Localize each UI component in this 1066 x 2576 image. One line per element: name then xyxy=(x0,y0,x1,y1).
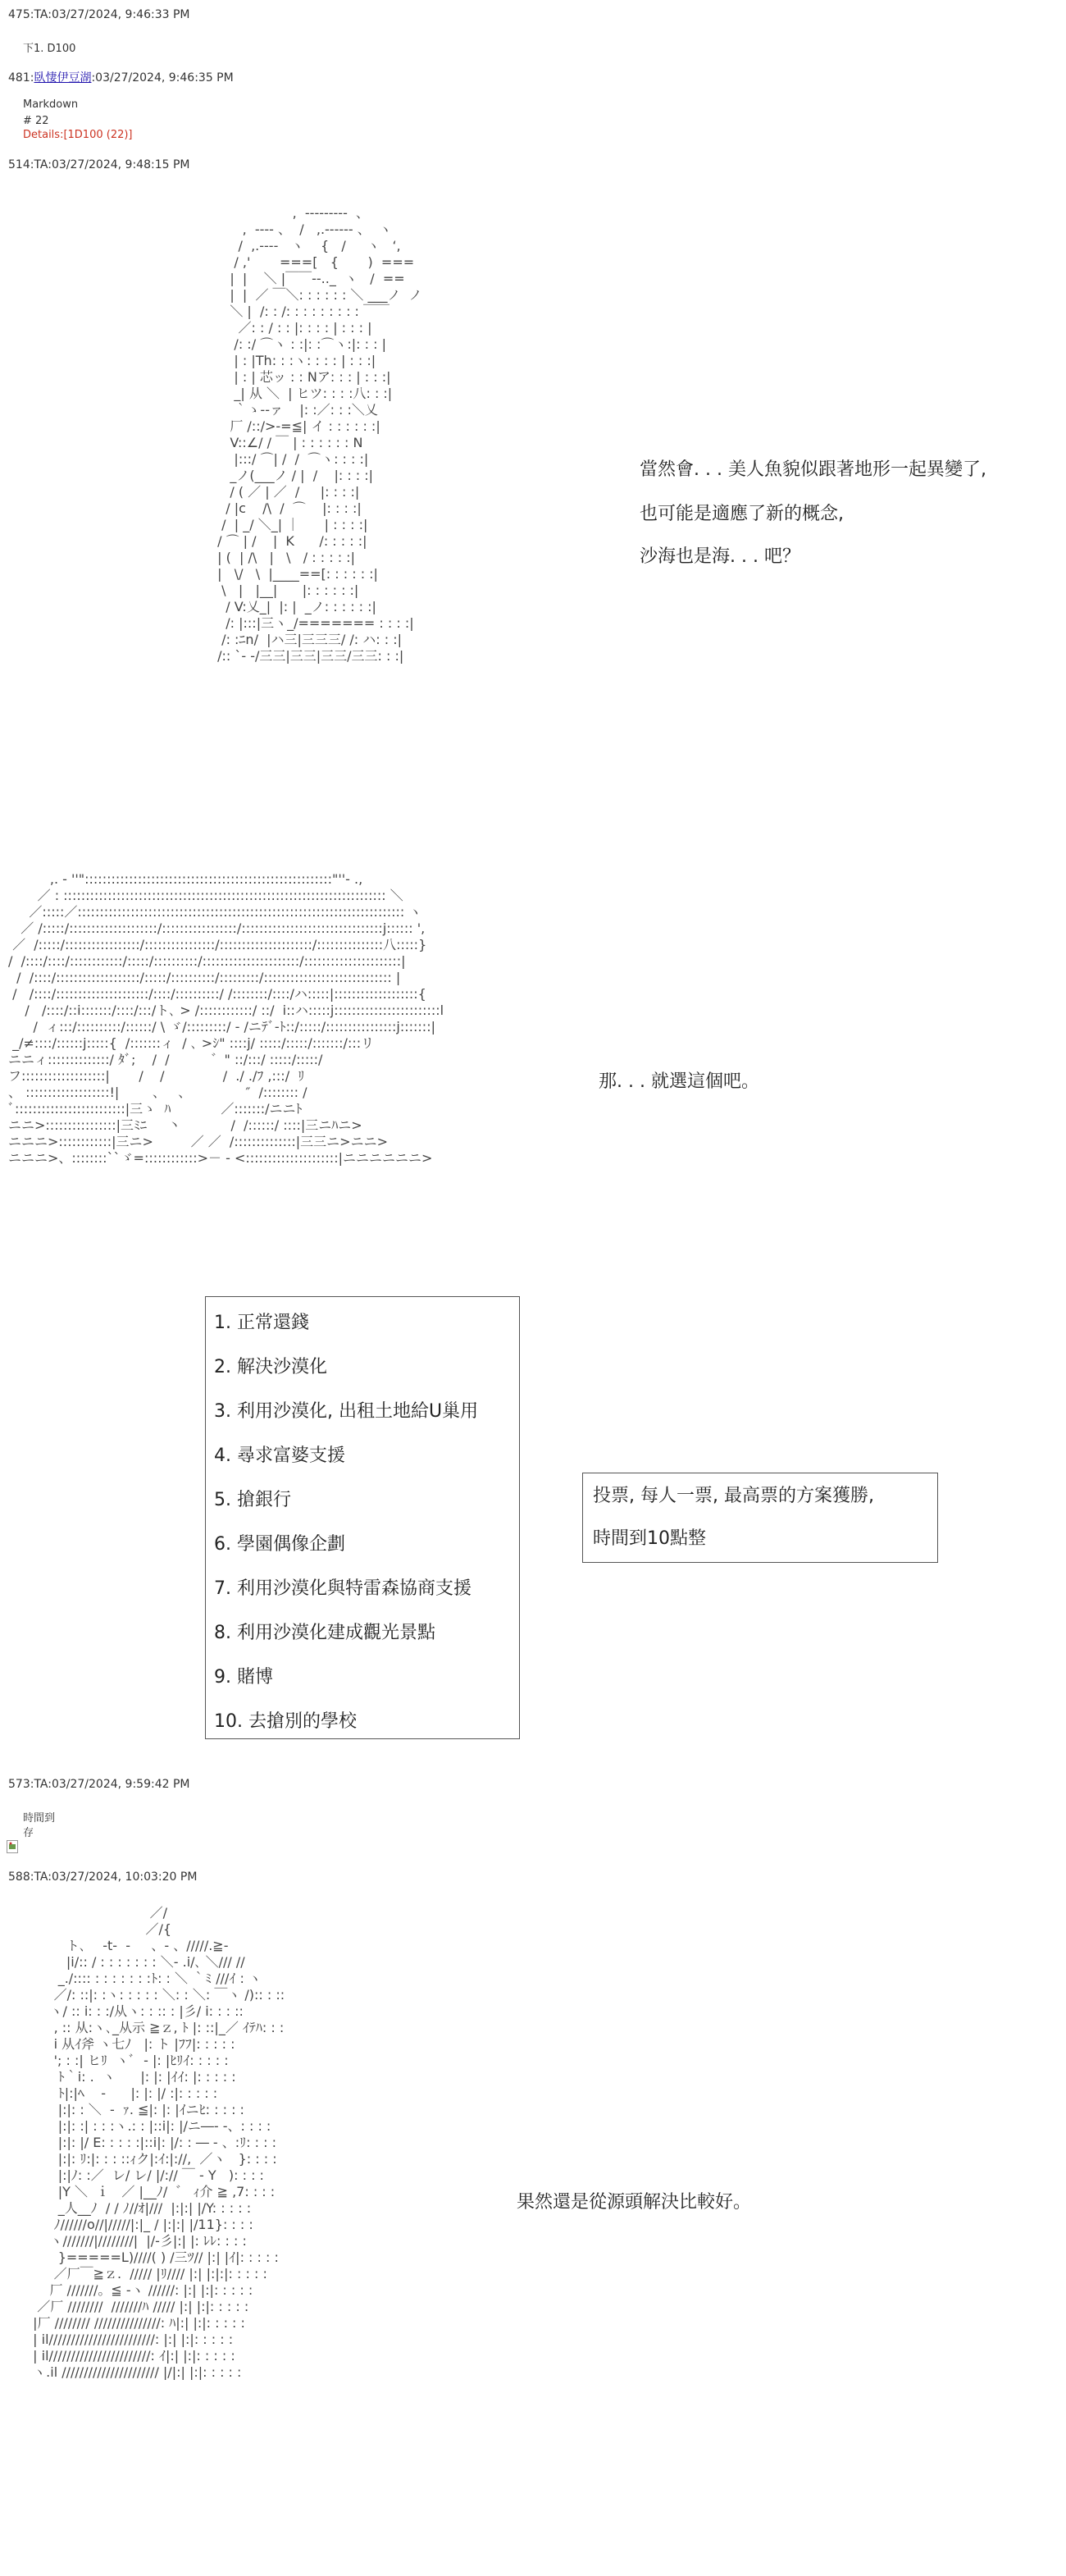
ascii-art-mermaid: , ‐‐‐‐‐‐‐‐‐ 、 , ‐‐‐‐ 、 / ,.‐‐‐‐‐‐ 、 ヽ / ,.‐‐‐‐ ヽ { / ヽ ‘, / ,' ===[ { ) === | | ＼ |￣￣‐‐.._ ヽ / == | | ／ ￣＼: : : : : : ＼ ___ノ ノ ＼ | /: : /: : : : : : : : : ￣￣ ／: : / : : |: : : : | : : : | /: :/ ⌒ヽ : :|: :⌒ヽ:|: : : | | : |Th: : :ヽ: : : : | : : :| | : | 芯ッ : : Nア: : : | : : :| _| 从 ＼ | ヒツ: : : :八: : :| ｀ゝ‐‐ァ |: :／: : :＼乂 厂 /::/>‐=≦| イ : : : : : :| V::∠/ / ￣ | : : : : : : N |:::/ ⌒| / / ⌒ヽ: : : :| _ノ(___ノ / | / |: : : :| / ( ／ | ／ / |: : : :| / |c /\ / ⌒ |: : : :| / | _/ ＼_| ｜ | : : : :| / ⌒ | / | K /: : : : :| | ( | /\ | \ / : : : : :| | \/ \ |____==[: : : : : :| \ | |__| |: : : : : :| / V:乂_| |: | _ノ: : : : : :| /: |:::|三ヽ_/======= : : : :| /: :ﾆn/ |ハ三|三三三/ /: ハ: : :| /:: `‐ ‐/三三|三三|三三/三三: : :| xyxy=(217,205,422,664)
post-body-573-line2: 存 xyxy=(23,1827,34,1839)
vote-rule-line: 投票, 每人一票, 最高票的方案獲勝, xyxy=(593,1486,874,1506)
option-4: 4. 尋求富婆支援 xyxy=(214,1446,345,1466)
narration-choose: 那. . . 就選這個吧。 xyxy=(599,1071,759,1092)
post-number: 481: xyxy=(8,71,34,84)
post-header-588: 588:TA:03/27/2024, 10:03:20 PM xyxy=(8,1870,198,1884)
post-header-573: 573:TA:03/27/2024, 9:59:42 PM xyxy=(8,1778,190,1791)
dice-markdown-label: Markdown xyxy=(23,98,79,111)
narration-solve: 果然還是從源頭解決比較好。 xyxy=(517,2192,752,2213)
option-2: 2. 解決沙漠化 xyxy=(214,1357,327,1377)
broken-image-icon xyxy=(7,1840,18,1853)
post-timestamp: :03/27/2024, 9:46:35 PM xyxy=(91,71,234,84)
option-9: 9. 賭博 xyxy=(214,1667,273,1688)
option-7: 7. 利用沙漠化與特雷森協商支援 xyxy=(214,1578,472,1599)
ascii-art-student: ／/ ／/{ ト､ ‐t‐ ‐ 、‐ 、/////.≧‐ |i/:: / : : : : : : : ＼‐ .i/､ ＼/// // _./:::: : : : : : : :ﾄ: : ＼ ｀ﾐ ///ｲ : ヽ ／/: ::|: :ヽ: : : : : ＼: : ＼: ￣ヽ /):: : :: ヽ/ :: i: : :/从ヽ: : :: : |彡/ i: : : :: , :: 从:ヽ､_从示 ≧ｚ, ﾄ |: ::|_／ ｲﾃﾊ: : : i 从ｲ斧 ヽ七ﾉ |: ト |ﾌﾌ|: : : : : '; : :| ヒﾘ ヽﾞ ‐ |: |ﾋﾘｲ: : : : : ﾄ｀i: . ヽ |: |: |ｲｲ: |: : : : : ﾄ|:|ﾍ ‐ |: |: |/ :|: : : : : |:|: : ＼ ‐ ｧ. ≦|: |: |ｲニﾋ: : : : : |:|: :| : : :ヽ.: : |::i|: |/ニ―‐ ‐、: : : : |:|: |/ E: : : : :|::i|: |/: : ― ‐ 、:ﾘ: : : : |:|: ﾘ:|: : : ::ｨク|:ｲ:|://, ／ヽ }: : : : |:|ﾉ: :／ レ/ レ/ |/:// ￣ ‐ Y ): : : : |Y ＼ ｉ ／ |__ﾉ/ ゛ ｨ介 ≧ ,7: : : : _人__ﾉ / / ﾉ//ｵ|/// |:|:| |/Y: : : : : ﾉ//////o//|/////|:|_ / |:|:| |/11}: : : : ヽ///////|////////| |/‐彡|:| |: ﾚﾚ: : : : }=====L)////( ) /三ﾂ// |:| |ｲ|: : : : : ／厂￣≧ｚ. ///// |ﾘ//// |:| |:|:|: : : : : 厂 ///////。≦ ‐ヽ //////: |:| |:|: : : : : ／厂 //////// ///////ﾊ ///// |:| |:|: : : : : |厂 //////// ///////////////: ﾊ|:| |:|: : : : : | il////////////////////////: |:| |:|: : : : : | il///////////////////////: ｲ|:| |:|: : : : : ヽ.il ////////////////////// |/|:| |:|: : : : : xyxy=(33,1905,285,2380)
option-3: 3. 利用沙漠化, 出租土地給U巢用 xyxy=(214,1401,479,1422)
option-10: 10. 去搶別的學校 xyxy=(214,1711,357,1732)
details-value: [1D100 (22)] xyxy=(63,129,133,141)
option-1: 1. 正常還錢 xyxy=(214,1313,309,1333)
post-header-514: 514:TA:03/27/2024, 9:48:15 PM xyxy=(8,158,190,171)
post-header-481 xyxy=(8,69,234,85)
ascii-art-hand: ,. ‐ ''"::::::::::::::::::::::::::::::::::::::::::::::::::::::::"''‐ ., ／ : ::::::::::::::::::::::::::::::::::::::::::::::::::::::::::::::::::::::::: ＼ ／:::::／:::::::::::::::::::::::::::::::::::::::::::::::::::::::::::::::::::::::::: ヽ ／ /:::::/::::::::::::::::::::/:::::::::::::::::/::::::::::::::::::::::::::::::::j:::::: ', ／ /:::::/:::::::::::::::::/::::::::::::::::/:::::::::::::::::::::/:::::::::::::::八:::::} / /::::/::::/::::::::::::/:::::/::::::::::/::::::::::::::::::::::/::::::::::::::::::::::| / /::::/:::::::::::::::::::/:::::/::::::::::/:::::::::/::::::::::::::::::::::::::::: | / /::::/:::::::::::::::::::::/::::/::::::::::/ /::::::::/::::/ハ:::::|:::::::::::::::::::{ / /::::/::i:::::::/::::/:::/ト､ > /::::::::::::/ ::/ i::ハ:::::j::::::::::::::::::::::::l / ィ:::/::::::::::/::::::/ \ ゞ/:::::::::/ ‐ /ニﾃﾞ‐ﾄ::/:::::/::::::::::::::::j:::::::| _/≠::::/::::::j:::::{ /:::::::ィ / ､ >ｼ" ::::j/ :::::/:::::/:::::::/:::リ ニニィ::::::::::::::/ ﾀﾞ; / / ゛" ::/:::/ :::::/:::::/ フ:::::::::::::::::::| / / / ./ ./ﾌ ,:::/ ﾘ 、 :::::::::::::::::::!| 、 、 ″ /:::::::: / ﾞ:::::::::::::::::::::::::|三ゝ ﾊ ／:::::::/ニニﾄ ニニ>::::::::::::::::|三ﾐﾆ 丶 / /::::::/ ::::|三ニﾊニ> ニニニ>::::::::::::|三ニ> ／ ／ /::::::::::::::|三三ニ>ニニ> ニニニ>、::::::::``ゞ=::::::::::::>－ ‐ <:::::::::::::::::::::|ニニニニニニ> xyxy=(8,871,444,1166)
narration-mermaid-3: 沙海也是海. . . 吧？ xyxy=(640,546,800,567)
dice-details xyxy=(23,129,133,141)
option-6: 6. 學園偶像企劃 xyxy=(214,1534,345,1555)
poster-name-link[interactable]: 臥悽伊豆湖 xyxy=(34,71,92,84)
vote-deadline-line: 時間到10點整 xyxy=(593,1528,706,1549)
post-body-573-line1: 時間到 xyxy=(23,1812,56,1825)
details-label: Details: xyxy=(23,129,64,141)
vote-rules-box xyxy=(582,1473,938,1563)
narration-mermaid-1: 當然會. . . 美人魚貌似跟著地形一起異變了, xyxy=(640,459,986,480)
options-list-box xyxy=(205,1296,520,1739)
post-header-475: 475:TA:03/27/2024, 9:46:33 PM xyxy=(8,8,190,21)
option-8: 8. 利用沙漠化建成觀光景點 xyxy=(214,1623,435,1643)
option-5: 5. 搶銀行 xyxy=(214,1490,291,1510)
narration-mermaid-2: 也可能是適應了新的概念, xyxy=(640,504,844,524)
dice-result-number: # 22 xyxy=(23,115,49,127)
post-body-475: 下1. D100 xyxy=(23,43,76,55)
